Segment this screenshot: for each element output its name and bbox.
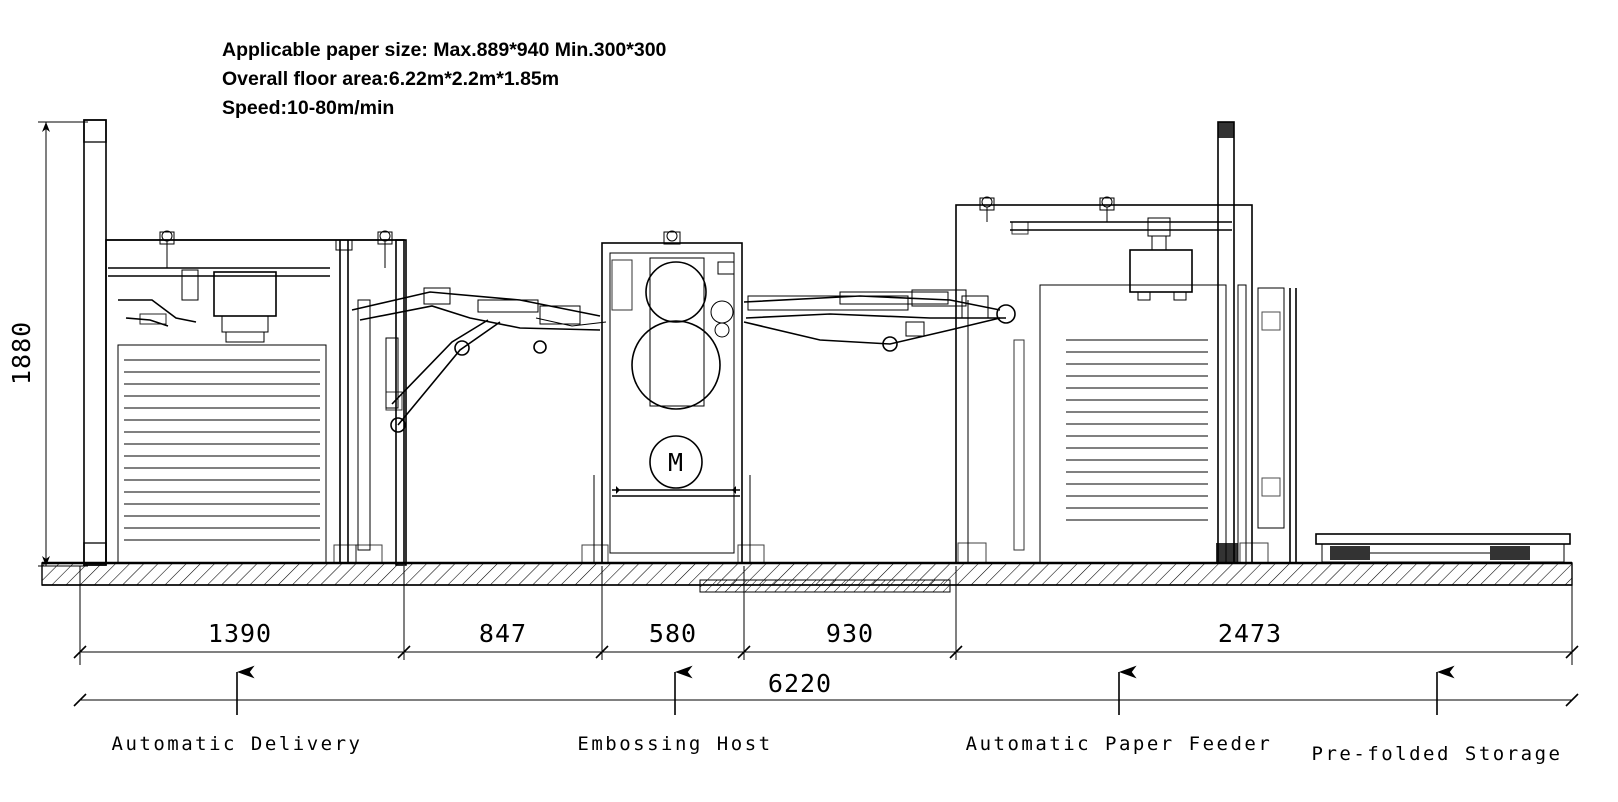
station-pre-folded-storage bbox=[1316, 534, 1570, 562]
station-automatic-paper-feeder bbox=[956, 122, 1296, 563]
station-label-pre-folded-storage: Pre-folded Storage bbox=[1311, 743, 1563, 765]
station-label-automatic-delivery: Automatic Delivery bbox=[111, 733, 363, 755]
station-label-automatic-paper-feeder: Automatic Paper Feeder bbox=[965, 733, 1273, 755]
height-dimension-value: 1880 bbox=[7, 320, 36, 385]
segment-dimension-3: 580 bbox=[648, 619, 698, 648]
station-callouts bbox=[112, 672, 1563, 765]
station-automatic-delivery bbox=[84, 120, 406, 565]
spec-line-floor-area: Overall floor area:6.22m*2.2m*1.85m bbox=[222, 68, 560, 90]
segment-dimension-4: 930 bbox=[825, 619, 875, 648]
station-embossing-host bbox=[582, 231, 764, 563]
total-dimension: 6220 bbox=[767, 669, 833, 698]
spec-line-paper-size: Applicable paper size: Max.889*940 Min.300*300 bbox=[222, 39, 667, 61]
ground-hatch bbox=[42, 563, 1572, 592]
segment-dimension-2: 847 bbox=[478, 619, 528, 648]
segment-dimension-1: 1390 bbox=[207, 619, 273, 648]
transfer-conveyor-right bbox=[744, 290, 1015, 351]
motor-symbol: M bbox=[667, 448, 685, 477]
transfer-conveyor-left bbox=[352, 288, 606, 432]
station-label-embossing-host: Embossing Host bbox=[577, 733, 773, 755]
segment-dimension-5: 2473 bbox=[1217, 619, 1283, 648]
spec-line-speed: Speed:10-80m/min bbox=[222, 97, 395, 119]
height-dimension bbox=[7, 122, 88, 566]
